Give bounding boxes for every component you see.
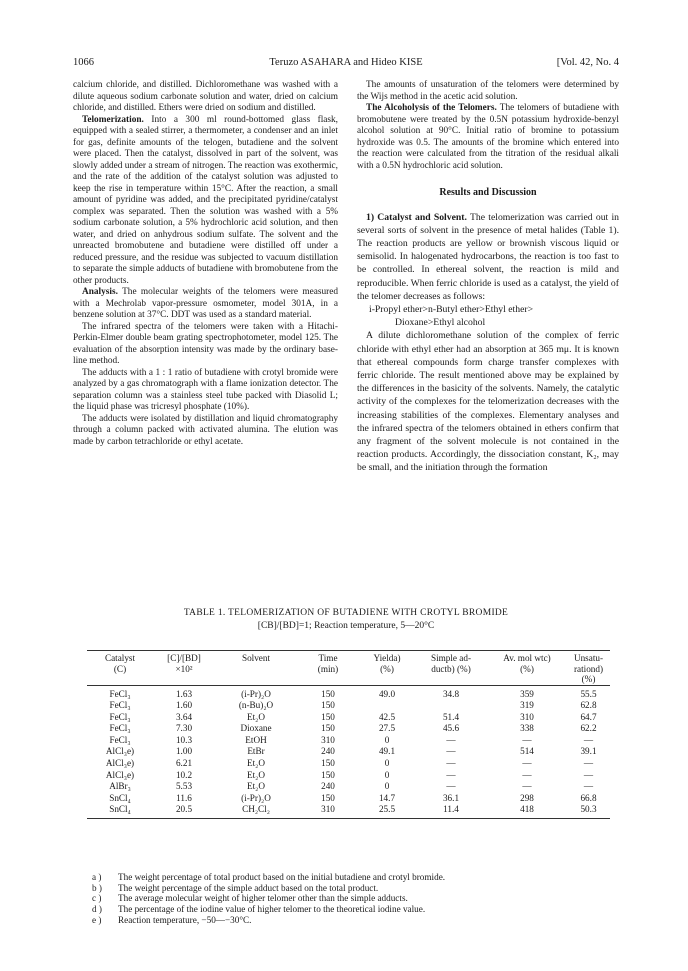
table-cell: 0 <box>384 769 390 780</box>
run-in-heading: Telomerization. <box>82 114 144 125</box>
paragraph <box>357 211 619 303</box>
column-header: [C]/[BD] ×10² <box>153 651 215 686</box>
running-header <box>73 57 619 71</box>
table-cell: 10.3 <box>175 734 193 745</box>
right-column <box>357 80 619 475</box>
column-header: Yielda) (%) <box>359 651 415 686</box>
table-cell: FeCl₃ <box>109 700 131 711</box>
table-cell: 14.7 <box>378 792 396 803</box>
table-body <box>87 685 610 819</box>
solvent-series-line: i-Propyl ether>n-Butyl ether>Ethyl ether> <box>369 303 534 315</box>
table-cell: FeCl₃ <box>109 688 131 699</box>
page-number: 1066 <box>73 57 94 68</box>
run-in-heading: 1) Catalyst and Solvent. <box>366 211 467 223</box>
table-cell: 11.4 <box>415 804 487 818</box>
table-cell: 1.63 <box>175 688 193 699</box>
table-cell: 64.7 <box>580 711 597 722</box>
paragraph: The adducts were isolated by distillation and liquid chromatography through a column packed with activated alumina. The elution was made by carbon tetrachloride or ethyl acetate. <box>73 413 338 447</box>
volume-info: [Vol. 42, No. 4 <box>556 57 619 68</box>
table-cell: 42.5 <box>378 711 396 722</box>
table-cell: 39.1 <box>580 746 597 757</box>
table-cell: 418 <box>487 804 567 818</box>
table-cell: — <box>446 781 456 792</box>
table-cell: — <box>522 769 532 780</box>
solvent-series-line: Dioxane>Ethyl alcohol <box>395 317 486 329</box>
paragraph: The amounts of unsaturation of the telomers were determined by the Wijs method in the acetic acid solution. <box>357 80 619 102</box>
footnote-key: e ) <box>92 914 102 925</box>
table-cell <box>359 700 415 712</box>
table-cell: 62.8 <box>580 700 597 711</box>
data-table <box>87 650 610 819</box>
table-row <box>87 770 610 782</box>
table-cell: 359 <box>520 688 534 699</box>
column-header: Unsatu- rationd) (%) <box>567 651 610 686</box>
table-cell: 150 <box>321 688 335 699</box>
left-column <box>73 80 338 448</box>
table-row <box>87 781 610 793</box>
table-cell: SnCl₄ <box>109 792 131 803</box>
column-header: Av. mol wtc) (%) <box>487 651 567 686</box>
paragraph <box>73 115 338 288</box>
table-cell: — <box>522 734 532 745</box>
table-cell: 514 <box>520 746 534 757</box>
footnote-key: d ) <box>92 904 102 915</box>
table-cell: Et₂O <box>246 711 265 722</box>
table-cell: — <box>522 758 532 769</box>
table-cell: EtBr <box>247 746 265 757</box>
table-cell: 49.1 <box>378 746 396 757</box>
table-cell: Et₂O <box>246 769 265 780</box>
paragraph-text: The telomers of butadiene with bromobutene were treated by the 0.5N potassium hydroxide-benzyl alcohol solution at 90°C. Initial ratio of bromine to potassium hydroxide was 0.5. The amounts of the bromine which entered into the reaction were calculated from the titration of the residual alkali with a 0.5N hydrochloric acid solution. <box>357 103 619 171</box>
table-cell: 49.0 <box>378 688 396 699</box>
footnote-text: The weight percentage of total product based on the initial butadiene and crotyl bromide. <box>118 872 446 882</box>
table-cell: — <box>583 781 594 792</box>
table-title: TABLE 1. TELOMERIZATION OF BUTADIENE WITH CROTYL BROMIDE <box>183 608 509 618</box>
footnote-text: The percentage of the iodine value of higher telomer to the theoretical iodine value. <box>118 904 426 915</box>
table-row <box>87 712 610 724</box>
table-cell <box>415 700 487 712</box>
footnote <box>92 893 612 904</box>
paragraph <box>357 103 619 172</box>
table-row <box>87 723 610 735</box>
table-row <box>87 758 610 770</box>
table-cell: FeCl₃ <box>109 711 131 722</box>
table-row <box>87 700 610 712</box>
table-cell: — <box>583 734 594 745</box>
table-cell: AlCl₃e) <box>105 758 135 769</box>
paragraph: calcium chloride, and distilled. Dichloromethane was washed with a dilute aqueous sodium carbonate solution and water, dried on calcium chloride, and distilled. Ethers were dried on sodium and distilled. <box>73 80 338 113</box>
table-cell: 0 <box>384 734 390 745</box>
table-cell: 7.30 <box>175 723 193 734</box>
table-cell: 310 <box>321 734 335 745</box>
table-cell: CH₂Cl₂ <box>215 804 297 818</box>
table-cell: 1.00 <box>175 746 193 757</box>
table-cell: 34.8 <box>442 688 460 699</box>
paragraph: The infrared spectra of the telomers were taken with a Hitachi-Perkin-Elmer double beam grating spectrophotometer, model 125. The evaluation of the absorption intensity was made by the ordinary base-line method. <box>73 321 338 366</box>
table-cell: 10.2 <box>175 769 193 780</box>
table-cell: 66.8 <box>580 792 597 803</box>
table-cell: 6.21 <box>175 758 193 769</box>
table-cell: 3.64 <box>175 711 193 722</box>
run-in-heading: Analysis. <box>82 287 118 297</box>
table-cell: FeCl₃ <box>109 723 131 734</box>
table-cell: — <box>522 781 532 792</box>
table-cell: 50.3 <box>567 804 610 818</box>
table-cell: 51.4 <box>442 711 460 722</box>
running-title: Teruzo ASAHARA and Hideo KISE <box>269 57 423 68</box>
table-cell: 150 <box>321 700 335 711</box>
table-cell: (i-Pr)₂O <box>241 792 271 803</box>
paragraph-text: Into a 300 ml round-bottomed glass flask, equipped with a sealed stirrer, a thermometer, a condenser and an inlet for gas, definite amounts of the telogen, butadiene and the solvent were placed. Then the catalyst, dissolved in part of the solvent, was slowly added under a stream of nitrogen. The reaction was exothermic, and the rate of the addition of the catalyst solution was adjusted to keep the rise in temperature within 15°C. After the reaction, a small amount of pyridine was added, and the precipitated pyridine/catalyst complex was separated. Then the solution was washed with a 5% sodium carbonate solution, a 5% hydrochloric acid solution, and then water, and dried on anhydrous sodium sulfate. The solvent and the unreacted bromobutene and butadiene were distilled off under a reduced pressure, and the residue was subjected to vacuum distillation to separate the simple adducts of butadiene with bromobutene from the other products. <box>73 114 338 286</box>
paragraph-text: The molecular weights of the telomers were measured with a Mechrolab vapor-pressure osmometer, model 301A, in a benzene solution at 37°C. DDT was used as a standard material. <box>73 287 338 320</box>
table-row <box>87 804 610 818</box>
table-row <box>87 685 610 700</box>
table-cell: 0 <box>384 758 390 769</box>
table-cell: — <box>583 769 594 780</box>
table-cell: 319 <box>520 700 534 711</box>
table-row <box>87 793 610 805</box>
table-cell: 20.5 <box>153 804 215 818</box>
table-cell: Et₂O <box>246 758 265 769</box>
table-cell: (i-Pr)₂O <box>241 688 271 699</box>
table-cell: 0 <box>384 781 390 792</box>
table-cell: 27.5 <box>378 723 396 734</box>
table-cell: 1.60 <box>175 700 193 711</box>
table-cell: 310 <box>297 804 359 818</box>
table-row <box>87 746 610 758</box>
table-cell: 150 <box>321 758 335 769</box>
column-header: Time (min) <box>297 651 359 686</box>
table-cell: 240 <box>321 781 335 792</box>
table-cell: — <box>446 758 456 769</box>
table-cell: 25.5 <box>359 804 415 818</box>
table-cell: AlBr₃ <box>109 781 131 792</box>
paragraph: The adducts with a 1 : 1 ratio of butadiene with crotyl bromide were analyzed by a gas chromatograph with a flame ionization detector. The separation column was a stainless steel tube packed with Diasolid L; the liquid phase was tricresyl phosphate (10%). <box>73 367 338 412</box>
table-cell: 240 <box>321 746 335 757</box>
table-cell: 150 <box>321 769 335 780</box>
table-cell: EtOH <box>245 734 267 745</box>
table-cell: 11.6 <box>176 792 192 803</box>
column-header: Catalyst (C) <box>87 651 153 686</box>
footnote-key: b ) <box>92 882 102 893</box>
table-row <box>87 735 610 747</box>
footnote-key: a ) <box>92 872 102 882</box>
table-cell: 55.5 <box>580 688 597 699</box>
paragraph <box>73 287 338 322</box>
table-caption <box>73 607 619 633</box>
table-cell: — <box>583 758 594 769</box>
table-cell: Dioxane <box>240 723 272 734</box>
footnote <box>92 915 612 926</box>
table-cell: 62.2 <box>580 723 597 734</box>
paragraph-text: The telomerization was carried out in several sorts of solvent in the presence of metal halides (Table 1). The reaction products are yellow or brownish viscous liquid or semisolid. In halogenated hydrocarbons, the reaction is too fast to be controlled. In ethereal solvent, the reaction is mild and reproducible. When ferric chloride is used as a catalyst, the yield of the telomer decreases as follows: <box>357 211 619 302</box>
footnote <box>92 883 612 894</box>
table-cell: 150 <box>321 723 335 734</box>
table-cell: 45.6 <box>442 723 460 734</box>
table-footnotes <box>92 872 612 926</box>
table-cell: 338 <box>520 723 534 734</box>
table-header-row <box>87 651 610 686</box>
paragraph: A dilute dichloromethane solution of the complex of ferric chloride with ethyl ether had an absorption at 365 mμ. It is known that ethereal compounds form charge transfer complexes with ferric chloride. The result mentioned above may be explained by the differences in the basicity of the solvents. Namely, the catalytic activity of the complexes for the telomerization decreases with the increasing stabilities of the complexes. Elementary analyses and the infrared spectra of the telomers obtained in ethers confirm that any fragment of the solvent molecule is not contained in the reaction products. Accordingly, the dissociation constant, K₂, may be small, and the initiation through the formation <box>357 330 619 474</box>
column-header: Simple ad- ductb) (%) <box>415 651 487 686</box>
table-cell: — <box>446 734 456 745</box>
table-cell: 5.53 <box>175 781 193 792</box>
results-text <box>357 211 619 475</box>
table-cell: 36.1 <box>442 792 460 803</box>
run-in-heading: The Alcoholysis of the Telomers. <box>366 103 497 113</box>
table-cell: Et₂O <box>246 781 265 792</box>
table-cell: (n-Bu)₂O <box>238 700 274 711</box>
section-title: Results and Discussion <box>439 187 537 198</box>
footnote-text: The average molecular weight of higher telomer other than the simple adducts. <box>118 893 408 904</box>
table-subtitle: [CB]/[BD]=1; Reaction temperature, 5—20°C <box>257 621 435 631</box>
table-cell: 298 <box>520 792 534 803</box>
table-cell: 310 <box>520 711 534 722</box>
footnote-key: c ) <box>92 893 102 904</box>
footnote <box>92 904 612 915</box>
table-cell: AlCl₃e) <box>105 746 135 757</box>
footnote-text: The weight percentage of the simple adduct based on the total product. <box>118 882 379 893</box>
table-cell: 150 <box>321 792 335 803</box>
table-cell: AlCl₃e) <box>105 769 135 780</box>
footnote-text: Reaction temperature, −50—−30°C. <box>118 914 252 925</box>
table-cell: 150 <box>321 711 335 722</box>
table-cell: FeCl₃ <box>109 734 131 745</box>
table-cell: — <box>446 769 456 780</box>
table-cell: — <box>446 746 456 757</box>
column-header: Solvent <box>215 651 297 686</box>
footnote <box>92 872 612 883</box>
table-cell: SnCl₄ <box>87 804 153 818</box>
